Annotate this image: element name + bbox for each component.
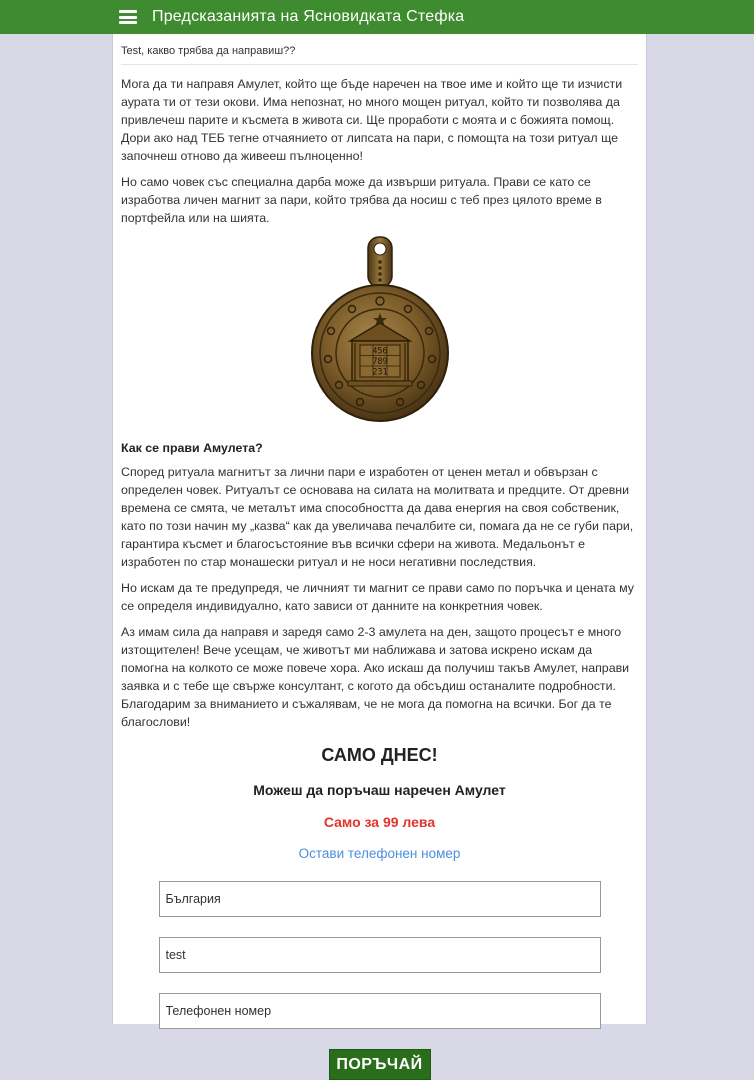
warning-paragraph: Но искам да те предупредя, че личният ти магнит се прави само по поръчка и цената му се определя индивидуално, като зависи от данните на конкретния човек. (121, 581, 634, 613)
intro-paragraph: Мога да ти направя Амулет, който ще бъде наречен на твое име и който ще ти изчисти аурата ти от тези окови. Има непознат, но много мощен ритуал, който ти позволява да привлечеш парите и късмета в живота си. Ще проработи с моята и с божията помощ. Дори ако над ТЕБ тегне отчаянието от липсата на пари, с помощта на този ритуал ще започнеш отново да живееш пълноценно! (121, 77, 623, 163)
amulet-numbers-row-1: 456 (371, 346, 388, 357)
page-content (112, 34, 647, 1073)
top-bar (0, 0, 754, 34)
call-to-action (121, 745, 638, 861)
amulet-image (121, 235, 638, 425)
greeting-line: Test, какво трябва да направиш?? (121, 34, 638, 65)
gift-paragraph: Но само човек със специална дарба може да извърши ритуала. Прави се като се изработва личен магнит за пари, който трябва да носиш с теб през цялото време в портфейла или на шията. (121, 175, 602, 225)
site-title[interactable]: Предсказанията на Ясновидката Стефка (152, 8, 465, 25)
order-button[interactable]: ПОРЪЧАЙ (329, 1049, 431, 1080)
ritual-paragraph: Според ритуала магнитът за лични пари е изработен от ценен метал и обвързан с определен човек. Ритуалът се основава на силата на молитвата и предците. От древни времена се смята, че металът има способността да дава енергия на своя собственик, като по този начин му „казва“ как да увеличава печалбите си, помага да не се губи пари, гарантира късмет и благосъстояние във всички сфери на живота. Медальонът е изработен по стар монашески ритуал и не носи негативни последствия. (121, 465, 634, 569)
capacity-paragraph: Аз имам сила да направя и заредя само 2-3 амулета на ден, защото процесът е много изтощителен! Вече усещам, че животът ми наближава и затова искрено искам да помогна на колкото се може повече хора. Ако искаш да получиш такъв Амулет, направи заявка и с тебе ще свърже консултант, с когото да обсъдиш останалите подробности. Благодарим за вниманието и съжалявам, че не мога да помогна на всички. Бог да те благослови! (121, 625, 630, 729)
how-made-heading: Как се прави Амулета? (121, 441, 263, 455)
amulet-medallion-icon (305, 235, 455, 425)
order-text: Можеш да поръчаш наречен Амулет (253, 782, 506, 798)
hamburger-menu-icon[interactable] (119, 10, 137, 24)
amulet-numbers-row-2: 789 (371, 357, 388, 367)
price-text: Само за 99 лева (323, 814, 436, 830)
leave-phone-link[interactable]: Остави телефонен номер (298, 846, 461, 861)
country-field[interactable] (159, 881, 601, 917)
order-form (121, 881, 638, 1080)
name-field[interactable] (159, 937, 601, 973)
today-only-heading: САМО ДНЕС! (321, 745, 438, 765)
amulet-numbers-row-3: 231 (371, 367, 388, 378)
